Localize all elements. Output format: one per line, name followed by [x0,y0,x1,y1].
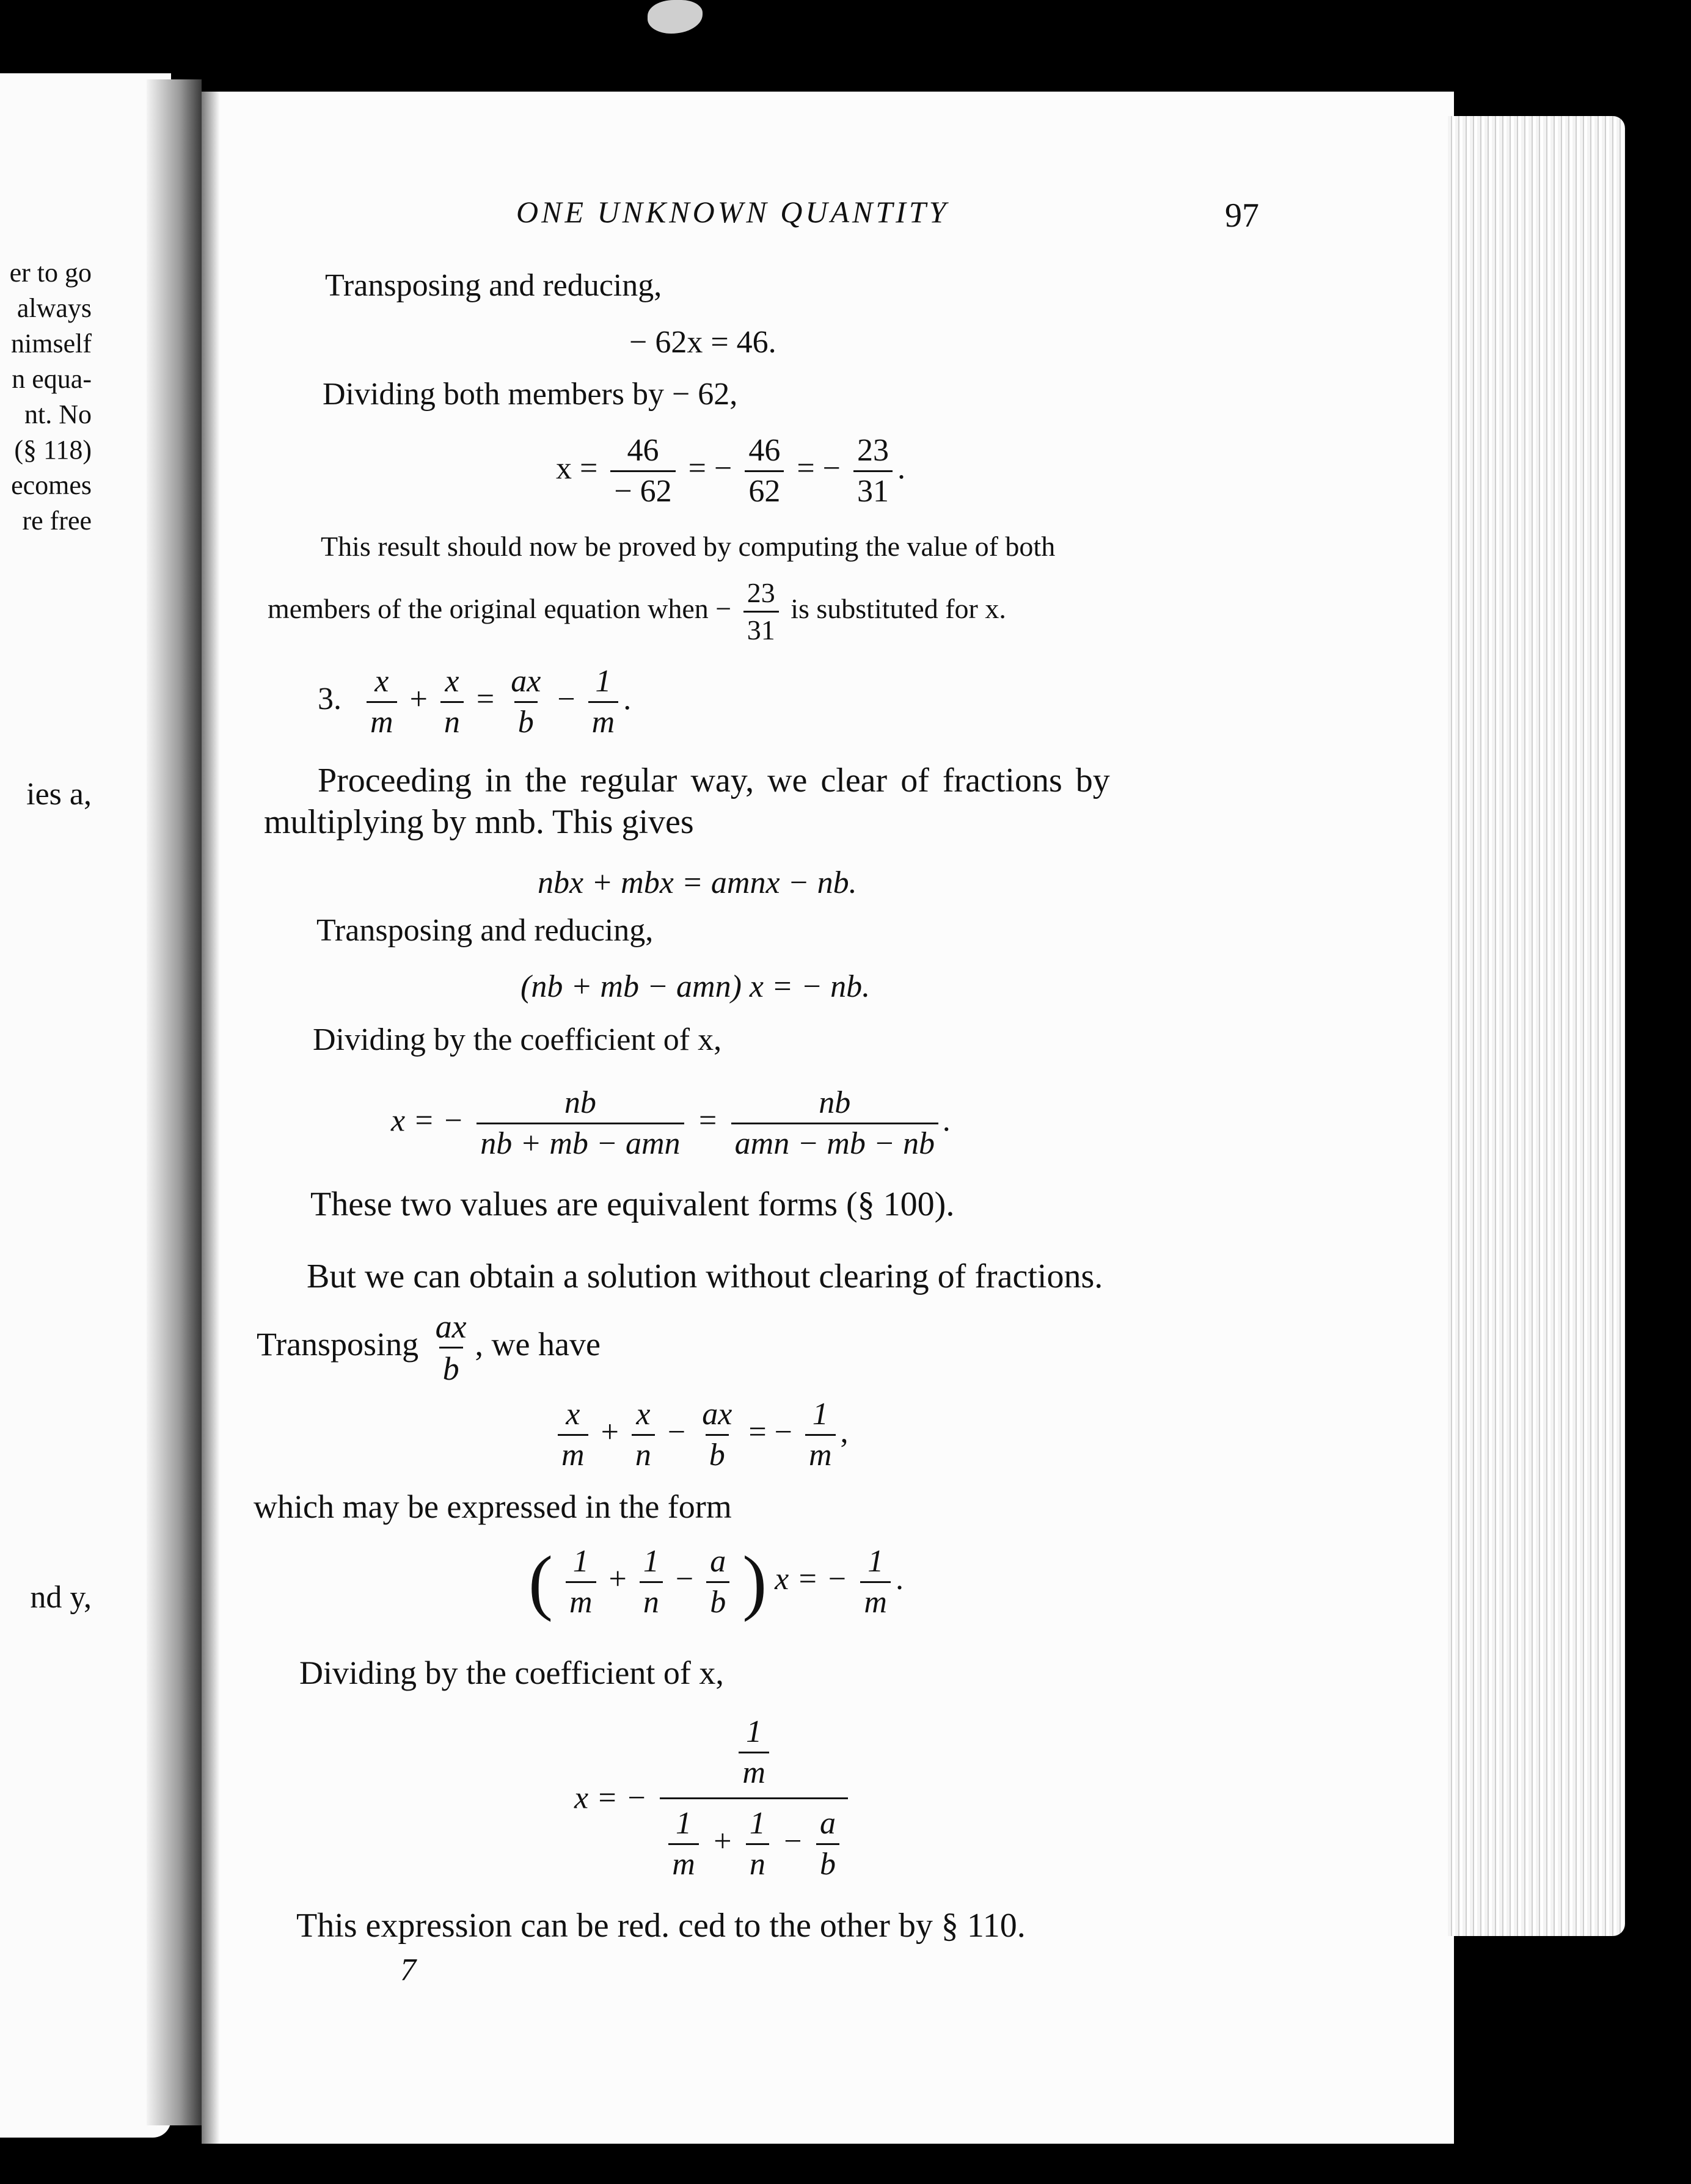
equation: $\frac{x}{m}$ + $\frac{x}{n}$ − $\frac{ax}{b}$ = − $\frac{1}{m}$ , [553,1399,849,1471]
left-page-line: n equa- [12,364,92,394]
left-page-line: nimself [11,329,92,359]
note-line: members of the original equation when − $\frac{23}{31}$ is substituted for x. [268,577,1006,646]
left-page-line: (§ 118) [14,435,92,465]
text-line: Transposing and reducing, [325,268,662,303]
page-smudge [648,0,703,34]
text-line: Dividing by the coefficient of x, [299,1654,724,1691]
text-line: Dividing both members by − 62, [323,377,738,412]
text-line: These two values are equivalent forms (§ 100). [310,1185,955,1223]
note-line: This result should now be proved by computing the value of both [321,531,1056,562]
page-number: 97 [1225,197,1259,235]
left-page-line: er to go [9,258,92,288]
text-line: This expression can be red. ced to the other by § 110. [296,1907,1026,1945]
equation: − 62x = 46. [629,325,776,360]
equation: x = − $\frac{nb}{\text{nb + mb − amn}}$ = $\frac{nb}{\text{amn − mb − nb}}$ . [391,1085,951,1161]
text-line: Proceeding in the regular way, we clear of fractions by [318,762,1110,799]
equation: (nb + mb − amn) x = − nb. [520,969,871,1004]
text-line: Transposing $\frac{ax}{b}$ , we have [257,1308,601,1387]
text-line: But we can obtain a solution without clearing of fractions. [307,1258,1103,1295]
text-line: multiplying by mnb. This gives [264,803,694,841]
running-title: ONE UNKNOWN QUANTITY [516,195,949,229]
left-page-gutter [147,79,202,2125]
left-page-line: nd y, [30,1580,92,1615]
page-edges [1448,116,1625,1936]
equation: nbx + mbx = amnx − nb. [538,865,857,900]
page-gutter-shadow [202,92,220,2144]
equation: ( $\frac{1}{m}$ + $\frac{1}{n}$ − $\frac{a}{b}$ ) x = − $\frac{1}{m}$ . [528,1541,904,1622]
signature-mark: 7 [400,1953,416,1987]
equation: x = $\frac{46}{- 62}$ = − $\frac{46}{62}$ = − $\frac{23}{31}$ . [556,433,905,509]
compound-fraction-equation: x = − $\frac{1}{m}$ $\frac{1}{m}$ + $\frac{1}{n}$ − $\frac{a}{b}$ [574,1716,853,1880]
example-3: 3. $\frac{x}{m}$ + $\frac{x}{n}$ = $\frac{ax}{b}$ − $\frac{1}{m}$ . [318,664,632,740]
left-page-line: ies a, [26,777,92,812]
left-page-line: re free [22,506,92,536]
text-line: Transposing and reducing, [316,913,654,948]
left-page-line: nt. No [24,399,92,429]
left-page-line: ecomes [11,470,92,500]
text-line: Dividing by the coefficient of x, [313,1022,722,1057]
text-line: which may be expressed in the form [254,1488,732,1525]
left-page-line: always [16,293,92,323]
